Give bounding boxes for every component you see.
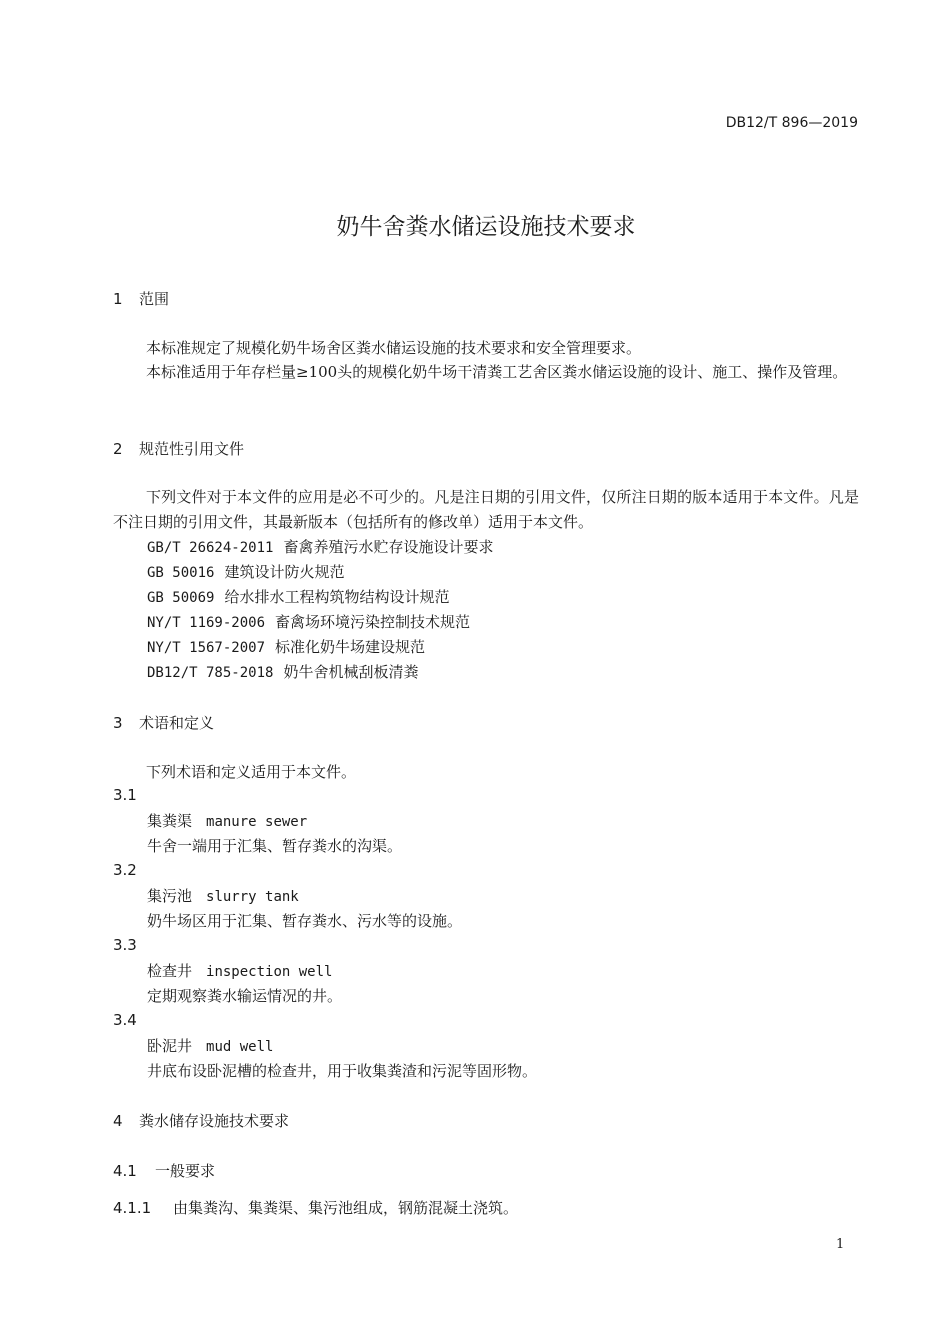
- term-chinese: 集粪渠: [147, 812, 193, 830]
- term-english: manure sewer: [206, 814, 308, 830]
- section-title: 范围: [139, 290, 170, 308]
- clause-text: 由集粪沟、集粪渠、集污池组成，钢筋混凝土浇筑。: [173, 1199, 519, 1217]
- section-heading-1: [113, 288, 169, 309]
- term-heading: [147, 810, 307, 831]
- clause-number: 4.1.1: [113, 1199, 152, 1217]
- term-definition: 奶牛场区用于汇集、暂存粪水、污水等的设施。: [147, 912, 463, 930]
- term-english: mud well: [206, 1039, 274, 1055]
- reference-name: 建筑设计防火规范: [224, 563, 345, 581]
- reference-code: NY/T 1567-2007: [147, 640, 266, 656]
- reference-name: 标准化奶牛场建设规范: [275, 638, 426, 656]
- reference-item: [147, 561, 344, 582]
- reference-code: GB/T 26624-2011: [147, 540, 274, 556]
- reference-item: [147, 661, 418, 682]
- document-title: 奶牛舍粪水储运设施技术要求: [336, 214, 636, 240]
- subsection-number: 4.1: [113, 1162, 137, 1180]
- section-title: 术语和定义: [139, 714, 215, 732]
- section-heading-4: [113, 1110, 289, 1131]
- term-english: slurry tank: [206, 889, 299, 905]
- section-number: 4: [113, 1112, 123, 1130]
- reference-item: [147, 611, 470, 632]
- term-number: 3.4: [113, 1011, 137, 1029]
- reference-name: 给水排水工程构筑物结构设计规范: [224, 588, 450, 606]
- reference-name: 畜禽养殖污水贮存设施设计要求: [283, 538, 494, 556]
- section-number: 2: [113, 440, 123, 458]
- section-number: 1: [113, 290, 123, 308]
- section-title: 粪水储存设施技术要求: [139, 1112, 290, 1130]
- paragraph: 下列文件对于本文件的应用是必不可少的。凡是注日期的引用文件，仅所注日期的版本适用于本文件。凡是不注日期的引用文件，其最新版本（包括所有的修改单）适用于本文件。: [113, 488, 859, 531]
- reference-code: GB 50069: [147, 590, 215, 606]
- reference-item: [147, 536, 493, 557]
- reference-item: [147, 636, 425, 657]
- subsection-title: 一般要求: [155, 1162, 216, 1180]
- term-definition: 牛舍一端用于汇集、暂存粪水的沟渠。: [147, 837, 403, 855]
- term-definition: 定期观察粪水输运情况的井。: [147, 987, 343, 1005]
- standard-code: DB12/T 896—2019: [725, 115, 858, 131]
- subsection-heading: [113, 1160, 215, 1181]
- paragraph: 本标准规定了规模化奶牛场舍区粪水储运设施的技术要求和安全管理要求。: [146, 339, 642, 357]
- term-definition: 井底布设卧泥槽的检查井，用于收集粪渣和污泥等固形物。: [147, 1062, 538, 1080]
- reference-code: DB12/T 785-2018: [147, 665, 274, 681]
- section-heading-2: [113, 438, 244, 459]
- term-heading: [147, 885, 299, 906]
- reference-name: 畜禽场环境污染控制技术规范: [275, 613, 471, 631]
- term-number: 3.2: [113, 861, 137, 879]
- term-english: inspection well: [206, 964, 333, 980]
- paragraph: 下列术语和定义适用于本文件。: [146, 763, 357, 781]
- reference-code: GB 50016: [147, 565, 215, 581]
- reference-name: 奶牛舍机械刮板清粪: [283, 663, 419, 681]
- term-chinese: 检查井: [147, 962, 193, 980]
- reference-item: [147, 586, 449, 607]
- clause: [113, 1197, 518, 1218]
- term-chinese: 卧泥井: [147, 1037, 193, 1055]
- section-heading-3: [113, 712, 214, 733]
- paragraph: 本标准适用于年存栏量≥100头的规模化奶牛场干清粪工艺舍区粪水储运设施的设计、施工、操作及管理。: [146, 363, 848, 381]
- page-number: 1: [836, 1237, 845, 1252]
- term-chinese: 集污池: [147, 887, 193, 905]
- reference-code: NY/T 1169-2006: [147, 615, 266, 631]
- section-number: 3: [113, 714, 123, 732]
- term-number: 3.1: [113, 786, 137, 804]
- term-heading: [147, 960, 332, 981]
- section-title: 规范性引用文件: [139, 440, 245, 458]
- term-number: 3.3: [113, 936, 137, 954]
- term-heading: [147, 1035, 273, 1056]
